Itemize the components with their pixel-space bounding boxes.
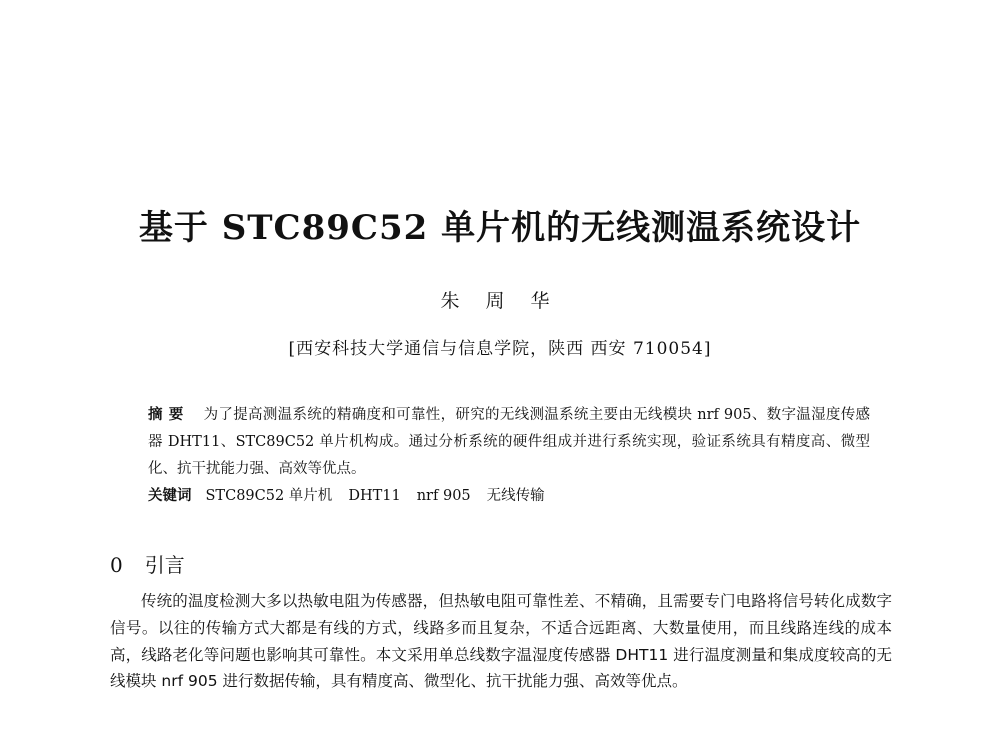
section-paragraph: 传统的温度检测大多以热敏电阻为传感器，但热敏电阻可靠性差、不精确，且需要专门电路将信号转化成数字信号。以往的传输方式大都是有线的方式，线路多而且复杂，不适合远距离、大数量使用，而且线路连线的成本高，线路老化等问题也影响其可靠性。本文采用单总线数字温湿度传感器 DHT11 进行温度测量和集成度较高的无线模块 nrf 905 进行数据传输，具有精度高、微型化、抗干扰能力强、高效等优点。 [110,592,892,691]
section-title: 引言 [144,553,185,577]
abstract-block [148,402,870,510]
section-heading [110,549,185,578]
abstract-label: 摘要 [148,407,190,423]
keyword-item: DHT11 [348,488,401,504]
section-number: 0 [110,553,123,577]
keyword-item: nrf 905 [416,488,471,504]
keywords-label: 关键词 [148,488,192,504]
keywords [148,483,870,510]
abstract-text: 为了提高测温系统的精确度和可靠性，研究的无线测温系统主要由无线模块 nrf 905、数字温湿度传感器 DHT11、STC89C52 单片机构成。通过分析系统的硬件组成并进行系统实现，验证系统具有精度高、微型化、抗干扰能力强、高效等优点。 [148,407,871,477]
paper-title: 基于 STC89C52 单片机的无线测温系统设计 [138,208,862,248]
author-name: 朱 周 华 [440,290,560,312]
keyword-item: STC89C52 单片机 [205,488,333,504]
author-affiliation: [西安科技大学通信与信息学院，陕西 西安 710054] [288,339,712,359]
keyword-item: 无线传输 [486,488,545,504]
abstract [148,402,870,483]
